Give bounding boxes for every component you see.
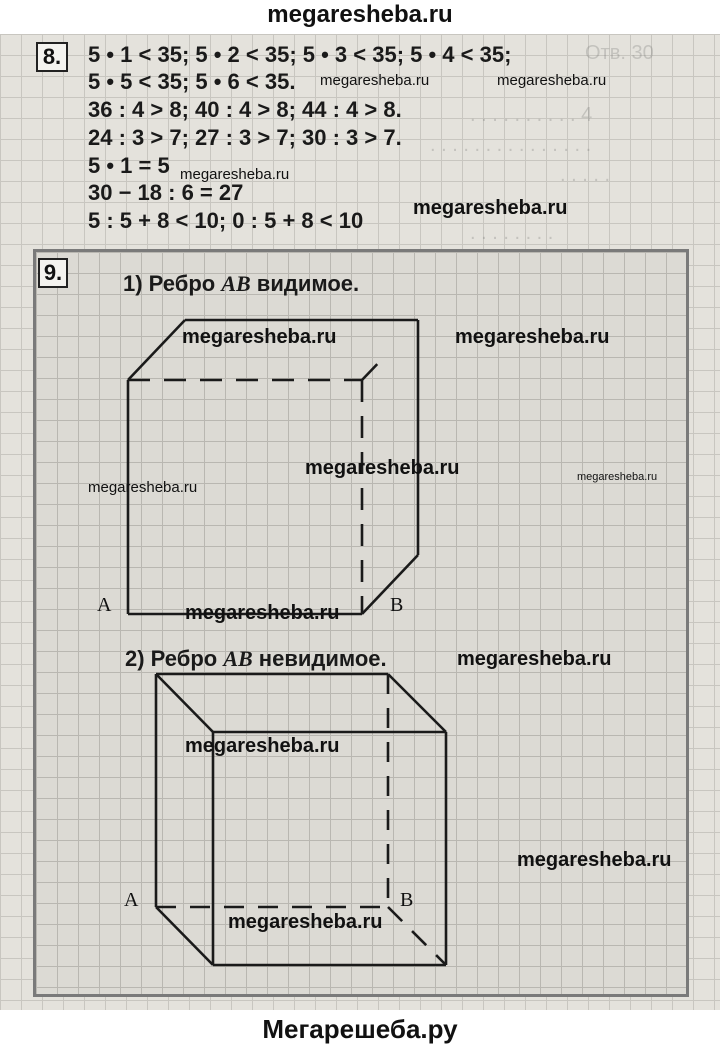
task-8-line-5: 5 • 1 = 5 [88, 153, 170, 178]
site-footer[interactable]: Мегарешеба.ру [262, 1014, 458, 1044]
watermark[interactable]: megaresheba.ru [180, 166, 290, 183]
watermark[interactable]: megaresheba.ru [455, 326, 610, 348]
watermark[interactable]: megaresheba.ru [497, 72, 607, 89]
task-8-line-1: 5 • 1 < 35; 5 • 2 < 35; 5 • 3 < 35; 5 • 4 < 35; [88, 42, 512, 67]
edge-label: AB [223, 646, 253, 671]
watermark[interactable]: megaresheba.ru [88, 479, 198, 496]
task-8-line-6: 30 − 18 : 6 = 27 [88, 180, 244, 205]
hidden-edge [362, 356, 385, 380]
bleed-through-text: . . . . . . . . . . . . . . . [430, 134, 592, 156]
watermark[interactable]: megaresheba.ru [413, 197, 568, 219]
visible-edge [128, 320, 185, 380]
watermark[interactable]: megaresheba.ru [182, 326, 337, 348]
part-2-caption: 2) Ребро AB невидимое. [125, 646, 387, 671]
watermark[interactable]: megaresheba.ru [305, 457, 460, 479]
point-a-label: A [124, 889, 139, 911]
point-b-label: B [400, 889, 414, 911]
site-header[interactable]: megaresheba.ru [267, 1, 453, 28]
bleed-through-text: . . . . . [560, 164, 611, 186]
point-b-label: B [390, 594, 404, 616]
watermark[interactable]: megaresheba.ru [457, 648, 612, 670]
bleed-through-text: . . . . . . . . [470, 222, 554, 244]
bleed-through-text: Отв. 30 [585, 42, 654, 64]
task-8-line-2: 5 • 5 < 35; 5 • 6 < 35. [88, 69, 296, 94]
watermark[interactable]: megaresheba.ru [185, 735, 340, 757]
textbook-page [0, 34, 720, 1010]
watermark[interactable]: megaresheba.ru [577, 471, 658, 483]
task-8-line-4: 24 : 3 > 7; 27 : 3 > 7; 30 : 3 > 7. [88, 125, 402, 150]
task-9-number: 9. [38, 258, 68, 288]
task-8-line-7: 5 : 5 + 8 < 10; 0 : 5 + 8 < 10 [88, 208, 364, 233]
bleed-through-text: . . . . . . . . . . 4 [470, 104, 593, 126]
edge-label: AB [221, 271, 251, 296]
task-8-line-3: 36 : 4 > 8; 40 : 4 > 8; 44 : 4 > 8. [88, 97, 402, 122]
task-8-number: 8. [36, 42, 68, 72]
watermark[interactable]: megaresheba.ru [320, 72, 430, 89]
watermark[interactable]: megaresheba.ru [185, 602, 340, 624]
watermark[interactable]: megaresheba.ru [517, 849, 672, 871]
watermark[interactable]: megaresheba.ru [228, 911, 383, 933]
point-a-label: A [97, 594, 112, 616]
part-1-caption: 1) Ребро AB видимое. [123, 271, 360, 296]
